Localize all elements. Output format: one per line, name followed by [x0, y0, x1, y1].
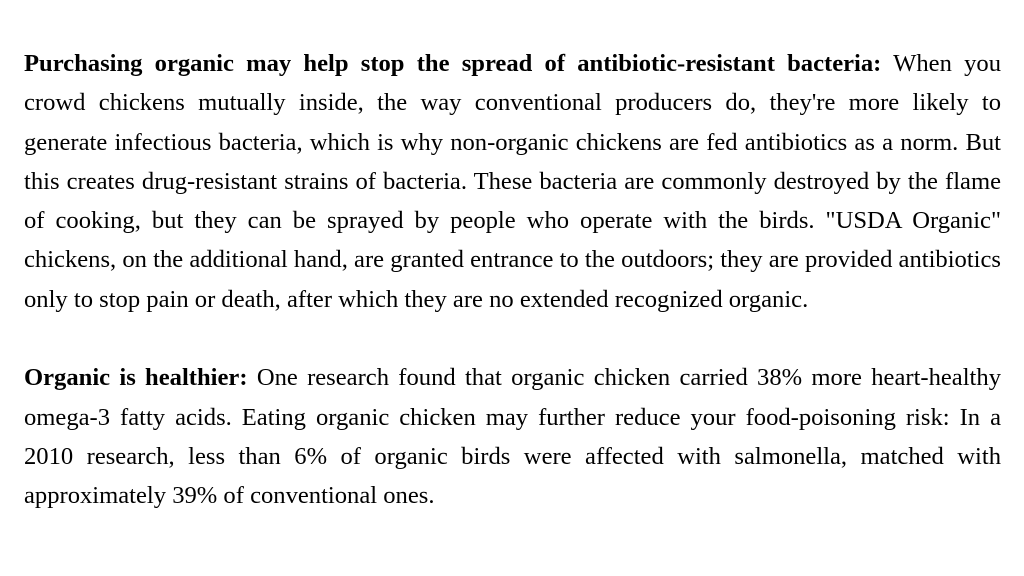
paragraph-body: When you crowd chickens mutually inside, the way conventional producers do, they're more likely to generate infectious bacteria, which is why non-organic chickens are fed antibiotics as a norm. But this creates drug-resistant strains of bacteria. These bacteria are commonly destroyed by the flame of cooking, but they can be sprayed by people who operate with the birds. "USDA Organic" chickens, on the additional hand, are granted entrance to the outdoors; they are provided antibiotics only to stop pain or death, after which they are no extended recognized organic.: [24, 50, 1001, 313]
health-paragraph: [24, 358, 1001, 515]
paragraph-body: One research found that organic chicken carried 38% more heart-healthy omega-3 fatty acids. Eating organic chicken may further reduce your food-poisoning risk: In a 2010 research, less than 6% of organic birds were affected with salmonella, matched with approximately 39% of conventional ones.: [24, 364, 1001, 510]
antibiotic-resistance-paragraph: [24, 44, 1001, 319]
paragraph-heading: Organic is healthier:: [24, 364, 248, 392]
paragraph-heading: Purchasing organic may help stop the spread of antibiotic-resistant bacteria:: [24, 50, 882, 77]
